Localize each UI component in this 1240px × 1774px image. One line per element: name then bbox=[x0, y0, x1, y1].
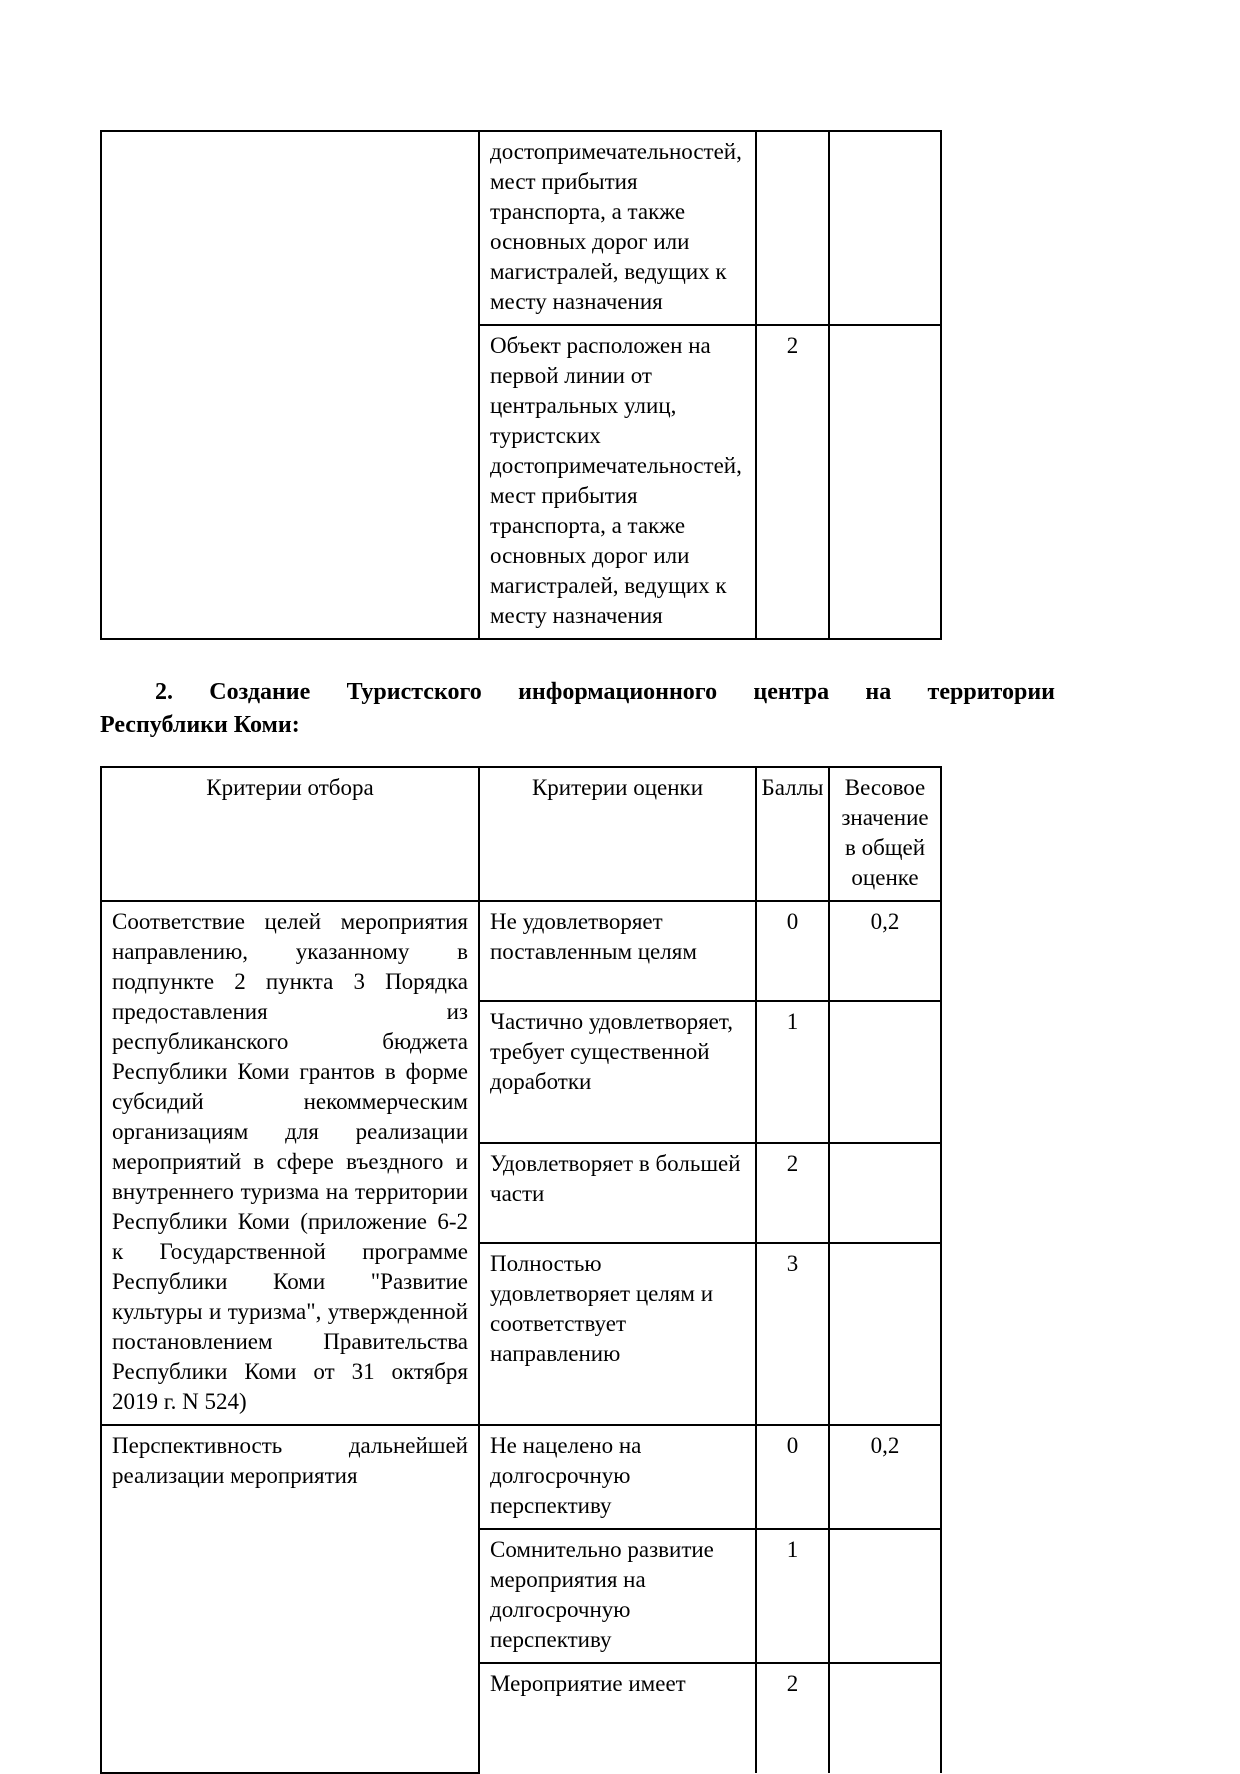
weight-cell bbox=[829, 1001, 941, 1142]
assessment-criterion-cell: достопримечательностей, мест прибытия транспорта, а также основных дорог или магистралей, ведущих к месту назначения bbox=[479, 131, 756, 325]
header-score: Баллы bbox=[756, 767, 829, 901]
score-cell: 3 bbox=[756, 1243, 829, 1425]
assessment-criterion-cell: Не удовлетворяет поставленным целям bbox=[479, 901, 756, 1001]
assessment-criterion-cell: Сомнительно развитие мероприятия на долгосрочную перспективу bbox=[479, 1529, 756, 1663]
weight-cell bbox=[829, 1243, 941, 1425]
selection-criterion-cell: Перспективность дальнейшей реализации мероприятия bbox=[101, 1425, 479, 1773]
selection-criterion-cell: Соответствие целей мероприятия направлению, указанному в подпункте 2 пункта 3 Порядка предоставления из республиканского бюджета Республики Коми грантов в форме субсидий некоммерческим организациям для реализации мероприятий в сфере въездного и внутреннего туризма на территории Республики Коми (приложение 6-2 к Государственной программе Республики Коми "Развитие культуры и туризма", утвержденной постановлением Правительства Республики Коми от 31 октября 2019 г. N 524) bbox=[101, 901, 479, 1425]
section-2-heading bbox=[100, 676, 1055, 742]
weight-cell: 0,2 bbox=[829, 901, 941, 1001]
score-cell: 0 bbox=[756, 901, 829, 1001]
score-cell: 2 bbox=[756, 325, 829, 639]
weight-cell bbox=[829, 1663, 941, 1773]
assessment-criterion-cell: Не нацелено на долгосрочную перспективу bbox=[479, 1425, 756, 1529]
assessment-criterion-cell: Объект расположен на первой линии от центральных улиц, туристских достопримечательностей, мест прибытия транспорта, а также основных дорог или магистралей, ведущих к месту назначения bbox=[479, 325, 756, 639]
section-2-heading-line1: 2. Создание Туристского информационного центра на территории bbox=[155, 679, 1055, 705]
weight-cell: 0,2 bbox=[829, 1425, 941, 1529]
score-cell: 1 bbox=[756, 1001, 829, 1142]
tic-criteria-table bbox=[100, 766, 942, 1774]
score-cell bbox=[756, 131, 829, 325]
section-2-heading-line2: Республики Коми: bbox=[100, 712, 300, 738]
header-weight: Весовое значение в общей оценке bbox=[829, 767, 941, 901]
weight-cell bbox=[829, 131, 941, 325]
location-criteria-table-continued bbox=[100, 130, 942, 640]
header-selection-criteria: Критерии отбора bbox=[101, 767, 479, 901]
table-row bbox=[101, 901, 941, 1001]
table-row bbox=[101, 1425, 941, 1529]
weight-cell bbox=[829, 325, 941, 639]
weight-cell bbox=[829, 1143, 941, 1243]
table-header-row bbox=[101, 767, 941, 901]
score-cell: 2 bbox=[756, 1143, 829, 1243]
table-row bbox=[101, 131, 941, 325]
header-assessment-criteria: Критерии оценки bbox=[479, 767, 756, 901]
assessment-criterion-cell: Удовлетворяет в большей части bbox=[479, 1143, 756, 1243]
assessment-criterion-cell: Мероприятие имеет bbox=[479, 1663, 756, 1773]
assessment-criterion-cell: Частично удовлетворяет, требует существенной доработки bbox=[479, 1001, 756, 1142]
score-cell: 2 bbox=[756, 1663, 829, 1773]
score-cell: 0 bbox=[756, 1425, 829, 1529]
score-cell: 1 bbox=[756, 1529, 829, 1663]
assessment-criterion-cell: Полностью удовлетворяет целям и соответствует направлению bbox=[479, 1243, 756, 1425]
weight-cell bbox=[829, 1529, 941, 1663]
selection-criterion-cell-empty bbox=[101, 131, 479, 639]
